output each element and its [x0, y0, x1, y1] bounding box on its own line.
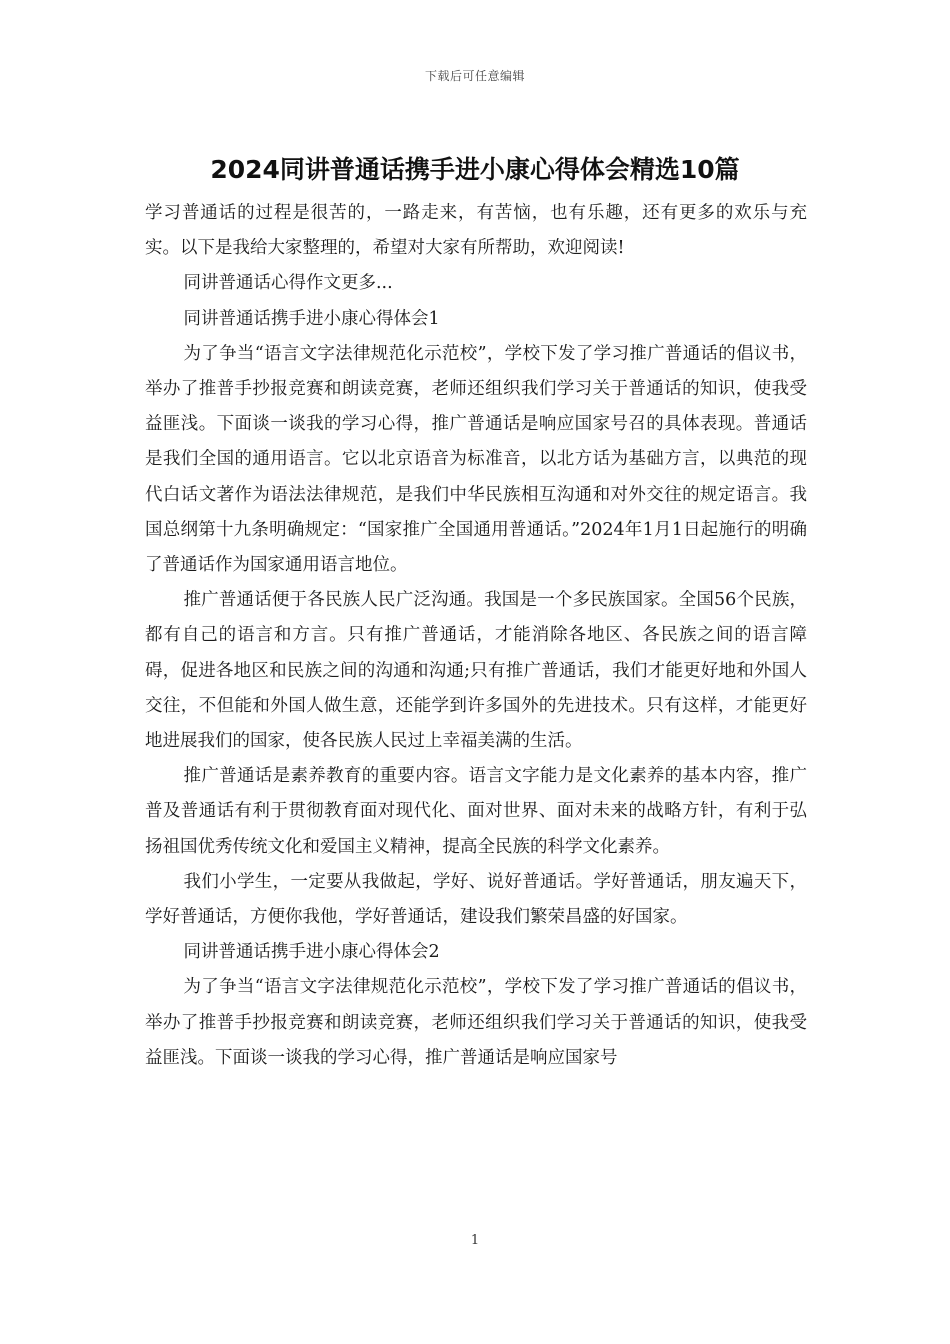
document-title: 2024同讲普通话携手进小康心得体会精选10篇 [210, 155, 740, 184]
section-heading: 同讲普通话携手进小康心得体会1 [183, 308, 440, 329]
body-paragraph: 我们小学生，一定要从我做起，学好、说好普通话。学好普通话，朋友遍天下，学好普通话，方便你我他，学好普通话，建设我们繁荣昌盛的好国家。 [145, 871, 807, 928]
body-paragraph: 为了争当“语言文字法律规范化示范校”，学校下发了学习推广普通话的倡议书，举办了推普手抄报竞赛和朗读竞赛，老师还组织我们学习关于普通话的知识，使我受益匪浅。下面谈一谈我的学习心得，推广普通话是响应国家号召的具体表现。普通话是我们全国的通用语言。它以北京语音为标准音，以北方话为基础方言，以典范的现代白话文著作为语法法律规范，是我们中华民族相互沟通和对外交往的规定语言。我国总纲第十九条明确规定：“国家推广全国通用普通话。”2024年1月1日起施行的明确了普通话作为国家通用语言地位。 [145, 343, 807, 576]
page-number: 1 [470, 1233, 480, 1248]
header-note: 下载后可任意编辑 [424, 69, 525, 83]
intro-paragraph: 学习普通话的过程是很苦的，一路走来，有苦恼，也有乐趣，还有更多的欢乐与充实。以下是我给大家整理的，希望对大家有所帮助，欢迎阅读! [145, 203, 807, 259]
document-body [145, 196, 807, 1076]
more-essays-link-text: 同讲普通话心得作文更多... [183, 273, 393, 294]
body-paragraph: 推广普通话是素养教育的重要内容。语言文字能力是文化素养的基本内容，推广普及普通话有利于贯彻教育面对现代化、面对世界、面对未来的战略方针，有利于弘扬祖国优秀传统文化和爱国主义精神，提高全民族的科学文化素养。 [145, 766, 807, 857]
body-paragraph: 推广普通话便于各民族人民广泛沟通。我国是一个多民族国家。全国56个民族，都有自己的语言和方言。只有推广普通话，才能消除各地区、各民族之间的语言障碍，促进各地区和民族之间的沟通和沟通;只有推广普通话，我们才能更好地和外国人交往，不但能和外国人做生意，还能学到许多国外的先进技术。只有这样，才能更好地进展我们的国家，使各民族人民过上幸福美满的生活。 [145, 590, 807, 752]
section-heading: 同讲普通话携手进小康心得体会2 [183, 942, 440, 963]
body-paragraph: 为了争当“语言文字法律规范化示范校”，学校下发了学习推广普通话的倡议书，举办了推普手抄报竞赛和朗读竞赛，老师还组织我们学习关于普通话的知识，使我受益匪浅。下面谈一谈我的学习心得，推广普通话是响应国家号 [145, 977, 807, 1068]
